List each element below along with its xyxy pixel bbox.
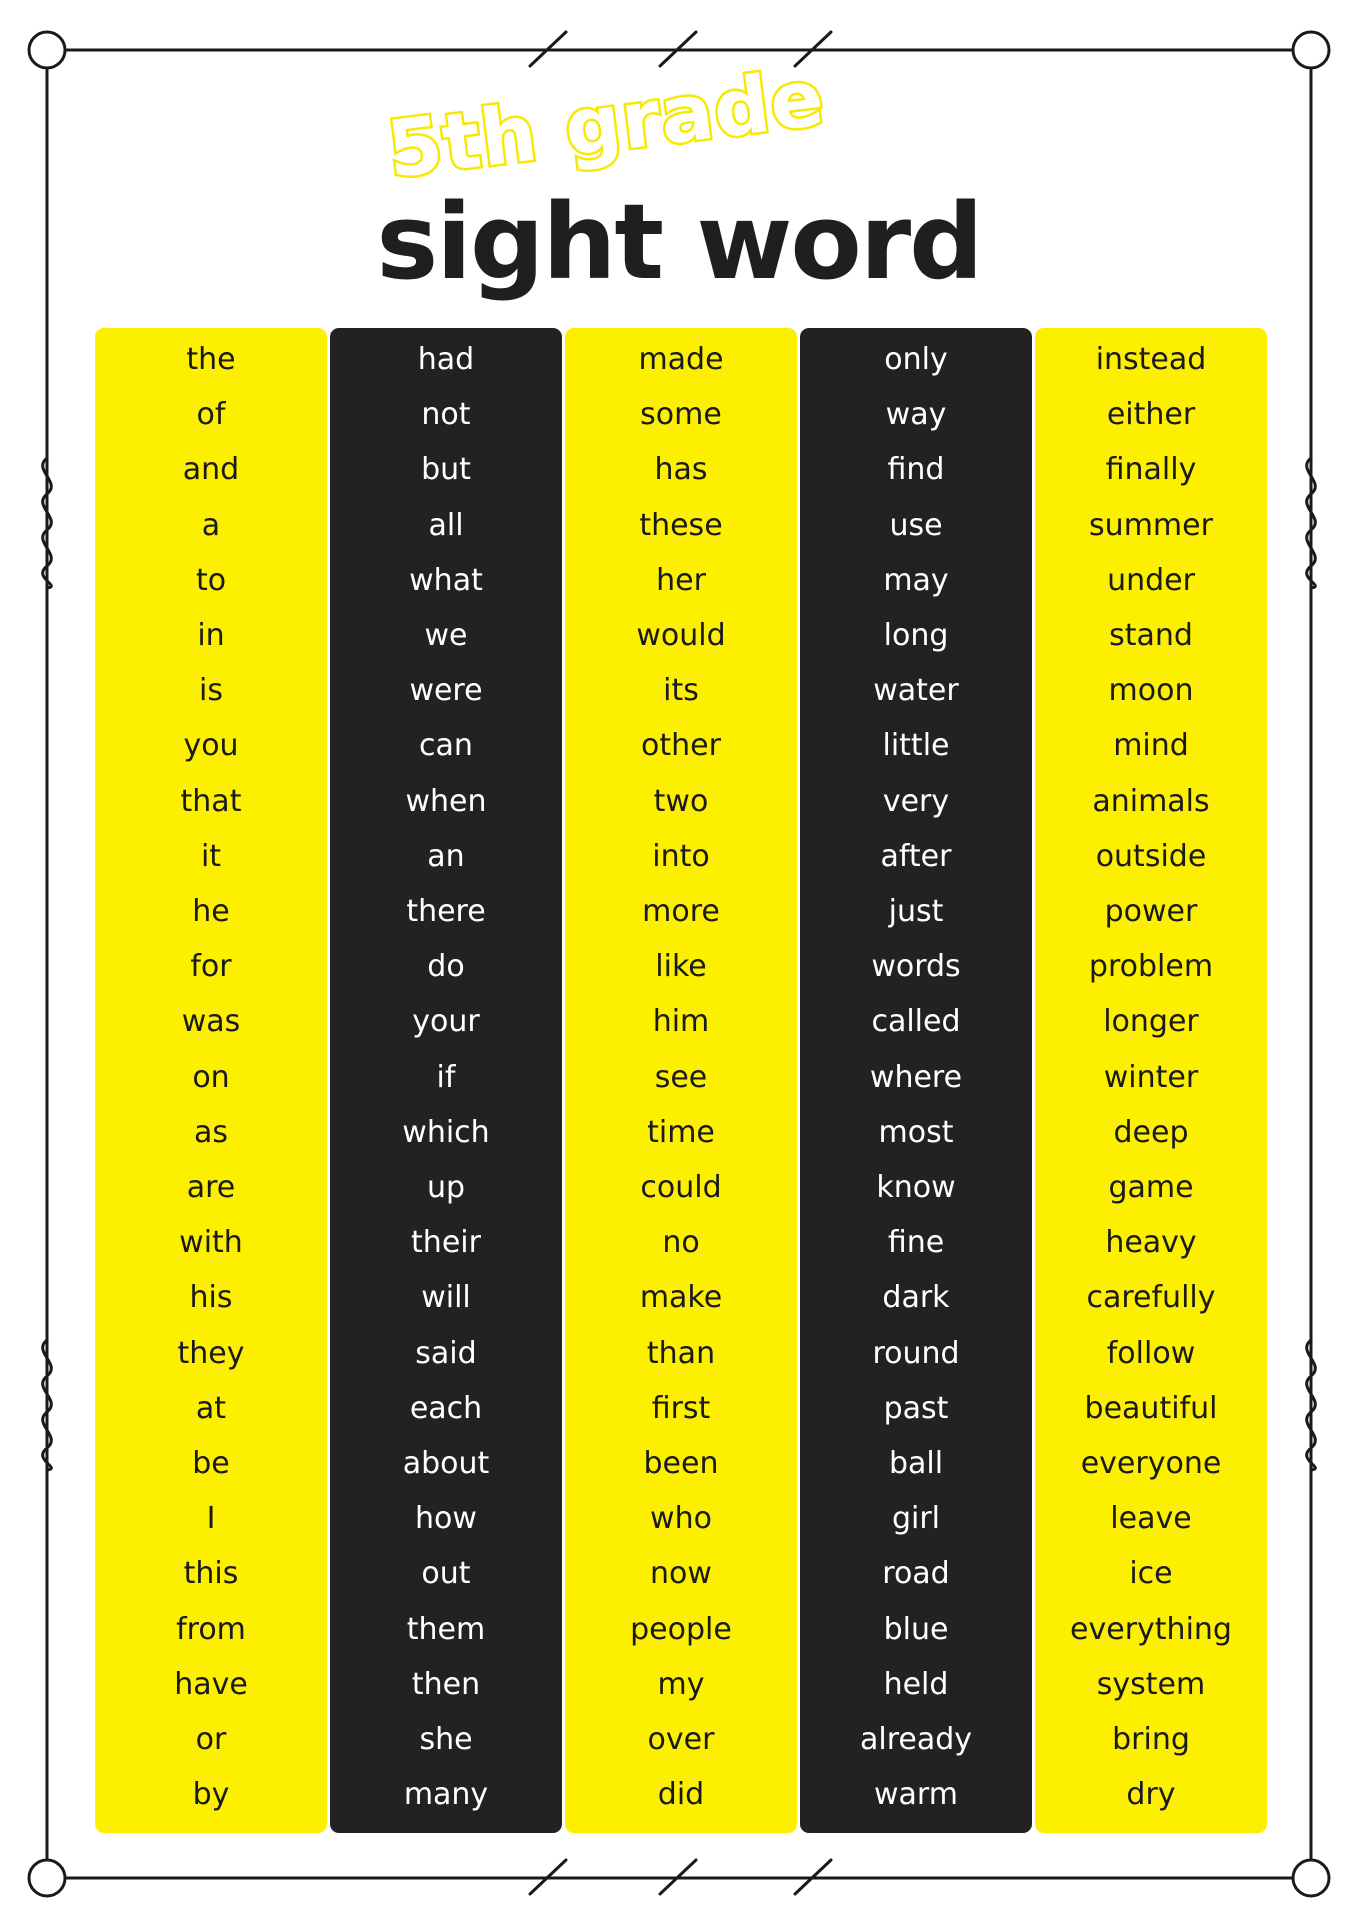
word-column-3 (565, 328, 797, 1833)
sight-word: dry (1126, 1777, 1176, 1813)
sight-word: road (882, 1556, 950, 1592)
sight-word: him (652, 1004, 710, 1040)
sight-word: a (201, 507, 221, 543)
sight-word: only (884, 342, 948, 377)
sight-word: already (859, 1722, 973, 1757)
sight-word: find (887, 452, 945, 488)
sight-word: like (655, 949, 707, 985)
sight-word: either (1106, 397, 1196, 433)
sight-word: know (876, 1170, 956, 1205)
sight-word: was (181, 1004, 241, 1040)
sight-word: finally (1105, 452, 1197, 488)
sight-word: everyone (1080, 1446, 1222, 1481)
sight-word: at (195, 1390, 227, 1426)
sight-word: as (193, 1114, 228, 1150)
sight-word: very (882, 783, 950, 819)
word-column-4 (800, 328, 1032, 1833)
sight-word: do (427, 949, 465, 985)
sight-word: most (878, 1114, 954, 1150)
sight-word: with (179, 1225, 243, 1261)
sight-word: use (889, 507, 943, 543)
sight-word: long (883, 618, 949, 653)
sight-word: would (636, 618, 726, 653)
word-column-1 (95, 328, 327, 1833)
sight-word: these (639, 507, 723, 543)
word-column-5 (1035, 328, 1267, 1833)
sight-word: water (873, 673, 959, 709)
sight-word: two (653, 783, 709, 819)
sight-word: past (883, 1390, 949, 1426)
sight-word: than (646, 1335, 716, 1371)
sight-word: its (663, 673, 699, 709)
sight-word: you (183, 728, 239, 764)
sight-word: his (189, 1280, 233, 1316)
sight-word: who (650, 1501, 712, 1537)
sight-word: said (415, 1335, 477, 1371)
sight-word: make (639, 1280, 723, 1316)
sight-word: people (630, 1611, 732, 1647)
sight-word: power (1104, 894, 1198, 929)
sight-word: follow (1106, 1335, 1196, 1371)
sight-word: are (186, 1170, 236, 1205)
sight-word: were (409, 673, 483, 709)
sight-word: to (195, 562, 227, 598)
sight-word: which (402, 1114, 490, 1150)
sight-word: instead (1095, 342, 1207, 377)
sight-word: I (206, 1501, 216, 1537)
sight-word: all (428, 507, 464, 543)
sight-word: more (642, 894, 720, 929)
sight-word: it (200, 838, 222, 874)
sight-word: under (1107, 562, 1195, 598)
sight-word: into (652, 838, 710, 874)
sight-word: then (411, 1666, 481, 1702)
sight-word: time (647, 1114, 715, 1150)
sight-word: your (412, 1004, 480, 1040)
sight-word: this (183, 1556, 239, 1592)
subtitle: 5th grade (382, 53, 830, 196)
sight-word: if (436, 1059, 456, 1095)
sight-word: how (415, 1501, 477, 1537)
sight-word: words (871, 949, 961, 985)
sight-word: after (880, 838, 952, 874)
sight-word: about (402, 1446, 490, 1481)
sight-word: winter (1103, 1059, 1199, 1095)
sight-word: has (654, 452, 708, 488)
sight-word: up (426, 1170, 466, 1205)
sight-word: moon (1108, 673, 1194, 709)
sight-word: mind (1113, 728, 1189, 764)
sight-word: from (176, 1611, 246, 1647)
sight-word: but (421, 452, 471, 488)
sight-word: be (192, 1446, 230, 1481)
sight-word: could (640, 1170, 722, 1205)
sight-word: held (883, 1666, 949, 1702)
sight-word: bring (1112, 1722, 1190, 1757)
sight-word: ball (888, 1446, 944, 1481)
sight-word: when (405, 783, 487, 819)
sight-word: will (421, 1280, 471, 1316)
sight-word: out (421, 1556, 471, 1592)
sight-word: stand (1109, 618, 1193, 653)
sight-word: beautiful (1084, 1390, 1218, 1426)
sight-word: over (647, 1722, 715, 1757)
word-columns (95, 328, 1267, 1833)
word-column-2 (330, 328, 562, 1833)
sight-word: and (182, 452, 240, 488)
sight-word: her (656, 562, 706, 598)
sight-word: by (192, 1777, 230, 1813)
sight-word: everything (1070, 1611, 1232, 1647)
sight-word: where (869, 1059, 963, 1095)
sight-word: of (196, 397, 226, 433)
sight-word: each (409, 1390, 483, 1426)
sight-word: may (883, 562, 949, 598)
sight-word: now (650, 1556, 712, 1592)
sight-word: deep (1113, 1114, 1189, 1150)
sight-word: system (1096, 1666, 1206, 1702)
sight-word: carefully (1086, 1280, 1216, 1316)
sight-word: longer (1103, 1004, 1199, 1040)
sight-word: see (654, 1059, 708, 1095)
sight-word: he (192, 894, 230, 929)
sight-word: she (419, 1722, 473, 1757)
sight-word: have (174, 1666, 248, 1702)
sight-word: an (427, 838, 465, 874)
sight-word: ice (1129, 1556, 1173, 1592)
sight-word: animals (1092, 783, 1210, 819)
sight-word: girl (891, 1501, 941, 1537)
sight-word: problem (1088, 949, 1214, 985)
sight-word: fine (887, 1225, 945, 1261)
sight-word: made (638, 342, 724, 377)
sight-word: outside (1095, 838, 1207, 874)
sight-word: warm (874, 1777, 958, 1813)
sight-word: had (417, 342, 475, 377)
sight-word: round (872, 1335, 960, 1371)
sight-word: their (411, 1225, 481, 1261)
sight-word: summer (1089, 507, 1213, 543)
sight-word: just (888, 894, 944, 929)
sight-word: way (885, 397, 947, 433)
sight-word: leave (1110, 1501, 1192, 1537)
sight-word: no (662, 1225, 700, 1261)
sight-word: they (177, 1335, 245, 1371)
page-title: sight word (376, 181, 982, 303)
sight-word: blue (883, 1611, 949, 1647)
sight-word: we (424, 618, 468, 653)
sight-word: in (197, 618, 225, 653)
sight-word: my (657, 1666, 705, 1702)
sight-word: called (871, 1004, 961, 1040)
sight-word: little (882, 728, 950, 764)
sight-word: for (190, 949, 232, 985)
sight-word: other (641, 728, 721, 764)
sight-word: or (195, 1722, 227, 1757)
sight-word: dark (882, 1280, 950, 1316)
sight-word: many (403, 1777, 489, 1813)
sight-word: not (421, 397, 471, 433)
sight-word: there (406, 894, 486, 929)
sight-word: first (651, 1390, 711, 1426)
sight-word: did (657, 1777, 705, 1813)
sight-word: been (643, 1446, 719, 1481)
sight-word: is (199, 673, 223, 709)
sight-word: them (406, 1611, 486, 1647)
sight-word: what (409, 562, 483, 598)
sight-word: can (419, 728, 473, 764)
sight-word: on (192, 1059, 230, 1095)
sight-word: game (1108, 1170, 1194, 1205)
sight-word: the (186, 342, 236, 377)
sight-word: heavy (1105, 1225, 1197, 1261)
sight-word: some (640, 397, 722, 433)
sight-word: that (180, 783, 242, 819)
